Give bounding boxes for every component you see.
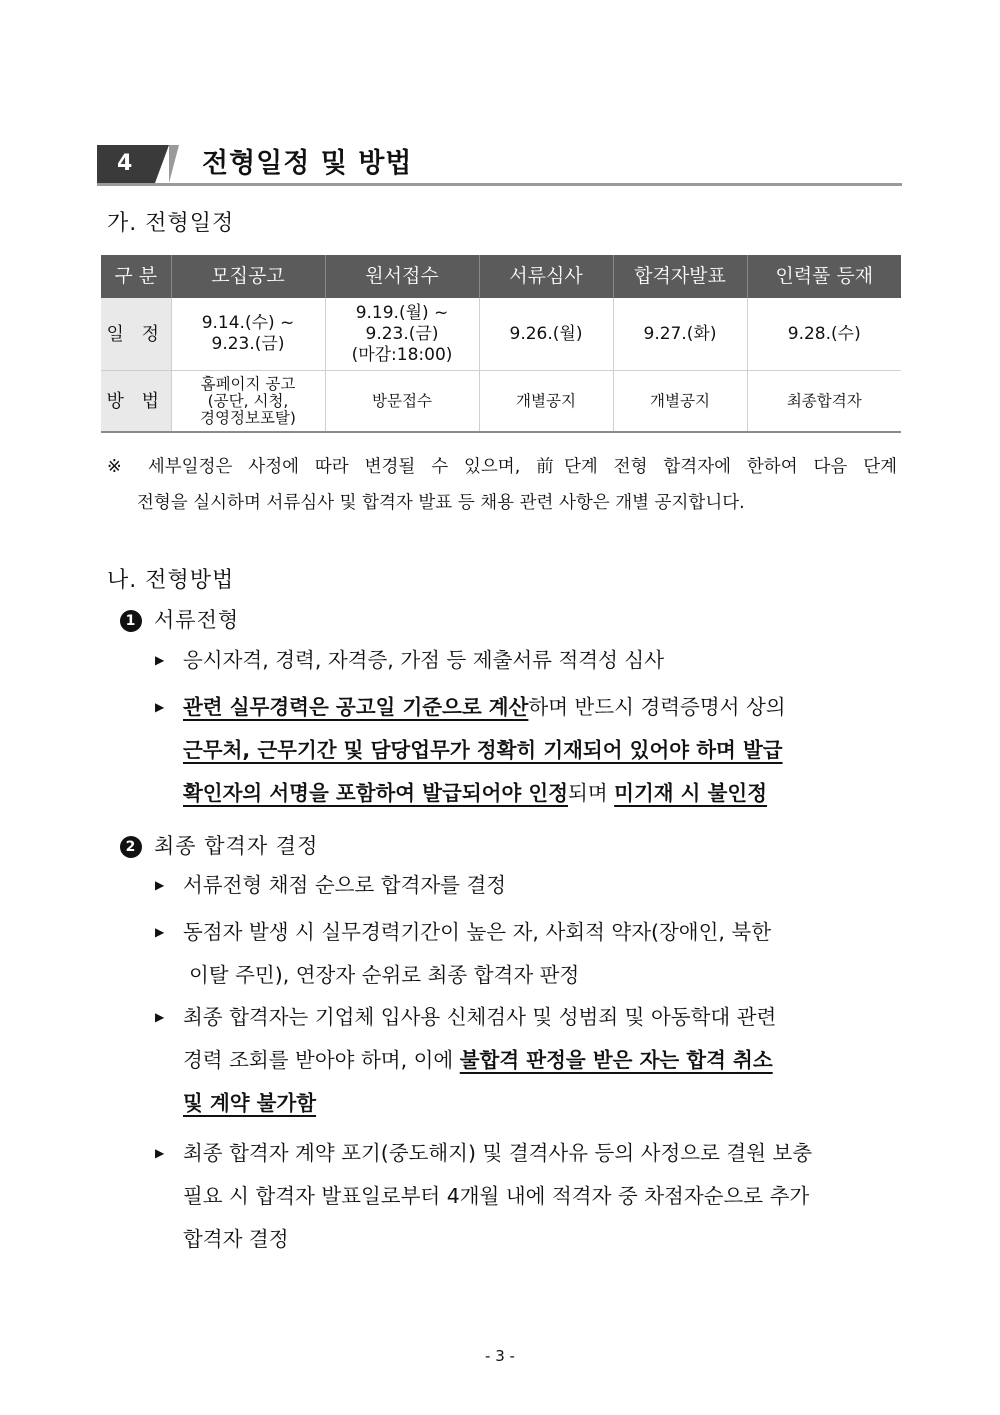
cell-line: 9.23.(금): [365, 323, 439, 344]
cell-line: 방문접수: [372, 391, 432, 410]
table-row-method: [101, 371, 901, 433]
bullet-line: 필요 시 합격자 발표일로부터 4개월 내에 적격자 중 차점자순으로 추가: [183, 1184, 810, 1208]
section-header: [97, 145, 902, 185]
table-cell: [171, 298, 325, 371]
bullet-item: [155, 911, 915, 997]
circled-number: 1: [120, 610, 142, 632]
cell-line: 최종합격자: [786, 391, 862, 410]
bullet-line: 이탈 주민), 연장자 순위로 최종 합격자 판정: [189, 963, 580, 987]
row-label: 일 정: [101, 298, 171, 371]
page-number: - 3 -: [485, 1347, 515, 1365]
cell-line: 9.19.(월) ~: [355, 302, 449, 323]
table-row-schedule: [101, 298, 901, 371]
table-cell: [613, 371, 747, 433]
cell-line: 경영정보포탈): [200, 408, 296, 427]
note-line: 전형을 실시하며 서류심사 및 합격자 발표 등 채용 관련 사항은 개별 공지합니다.: [137, 493, 745, 513]
table-header-cell: 모집공고: [171, 255, 325, 298]
cell-line: (마감:18:00): [351, 344, 453, 365]
table-cell: [747, 371, 901, 433]
note-line: ※ 세부일정은 사정에 따라 변경될 수 있으며, 前단계 전형 합격자에 한하여 다음 단계: [107, 457, 897, 477]
subheading-method: 나. 전형방법: [107, 568, 235, 593]
bullet-line: 동점자 발생 시 실무경력기간이 높은 자, 사회적 약자(장애인, 북한: [183, 920, 772, 944]
bullet-item: [155, 1132, 915, 1261]
bullet-item: [155, 996, 915, 1125]
table-header-cell: 인력풀 등재: [747, 255, 901, 298]
section-number-slant: [155, 145, 169, 183]
plain-text: 되며: [568, 781, 615, 805]
cell-line: 홈페이지 공고: [200, 374, 296, 393]
cell-line: 9.27.(화): [643, 323, 717, 344]
triangle-bullet-icon: ▶: [155, 1010, 165, 1024]
section-underline: [97, 183, 902, 186]
bullet-item: [155, 864, 915, 907]
bullet-text: [155, 996, 915, 1125]
triangle-bullet-icon: ▶: [155, 653, 165, 667]
table-header-cell: 서류심사: [479, 255, 613, 298]
table-header-cell: 합격자발표: [613, 255, 747, 298]
underlined-text: 불합격 판정을 받은 자는 합격 취소: [459, 1048, 773, 1072]
cell-line: (공단, 시청,: [207, 391, 289, 410]
cell-line: 9.23.(금): [211, 334, 285, 354]
item-heading-final-selection: [120, 830, 318, 860]
section-number: 4: [97, 145, 155, 183]
item-heading-document-screening: [120, 604, 239, 634]
bullet-item: [155, 686, 915, 815]
table-header-row: [101, 255, 901, 298]
bullet-text: [155, 911, 915, 997]
row-label: 방 법: [101, 371, 171, 433]
table-cell: [747, 298, 901, 371]
plain-text: 하며 반드시 경력증명서 상의: [528, 695, 786, 719]
section-accent: [169, 145, 179, 183]
underlined-text: 및 계약 불가함: [183, 1091, 317, 1115]
bullet-text: 서류전형 채점 순으로 합격자를 결정: [183, 873, 507, 897]
cell-line: 개별공지: [650, 391, 710, 410]
table-cell: [171, 371, 325, 433]
cell-line: 9.28.(수): [787, 323, 861, 344]
triangle-bullet-icon: ▶: [155, 1146, 165, 1160]
bullet-line: 최종 합격자 계약 포기(중도해지) 및 결격사유 등의 사정으로 결원 보충: [183, 1141, 813, 1165]
underlined-text: 미기재 시 불인정: [614, 781, 768, 805]
table-cell: [325, 371, 479, 433]
bullet-text: [155, 686, 915, 815]
triangle-bullet-icon: ▶: [155, 925, 165, 939]
bullet-text: [155, 1132, 915, 1261]
bullet-item: [155, 639, 915, 682]
schedule-note: [107, 449, 907, 521]
section-title: 전형일정 및 방법: [202, 148, 413, 179]
item-title: 최종 합격자 결정: [154, 834, 319, 858]
triangle-bullet-icon: ▶: [155, 878, 165, 892]
item-title: 서류전형: [154, 608, 240, 632]
subheading-schedule: 가. 전형일정: [107, 211, 235, 236]
underlined-text: 근무처, 근무기간 및 담당업무가 정확히 기재되어 있어야 하며 발급: [183, 738, 783, 762]
table-cell: [479, 371, 613, 433]
table-cell: [613, 298, 747, 371]
bullet-line: 합격자 결정: [183, 1227, 289, 1251]
bullet-text: 응시자격, 경력, 자격증, 가점 등 제출서류 적격성 심사: [183, 648, 665, 672]
cell-line: 9.26.(월): [509, 323, 583, 344]
plain-text: 경력 조회를 받아야 하며, 이에: [183, 1048, 460, 1072]
table-header-cell: 구 분: [101, 255, 171, 298]
cell-line: 개별공지: [516, 391, 576, 410]
cell-line: 9.14.(수) ~: [201, 313, 295, 333]
table-header-cell: 원서접수: [325, 255, 479, 298]
bullet-line: 최종 합격자는 기업체 입사용 신체검사 및 성범죄 및 아동학대 관련: [183, 1005, 777, 1029]
circled-number: 2: [120, 836, 142, 858]
table-cell: [325, 298, 479, 371]
underlined-text: 관련 실무경력은 공고일 기준으로 계산: [183, 695, 529, 719]
table-cell: [479, 298, 613, 371]
triangle-bullet-icon: ▶: [155, 700, 165, 714]
underlined-text: 확인자의 서명을 포함하여 발급되어야 인정: [183, 781, 569, 805]
schedule-table: [101, 255, 901, 433]
